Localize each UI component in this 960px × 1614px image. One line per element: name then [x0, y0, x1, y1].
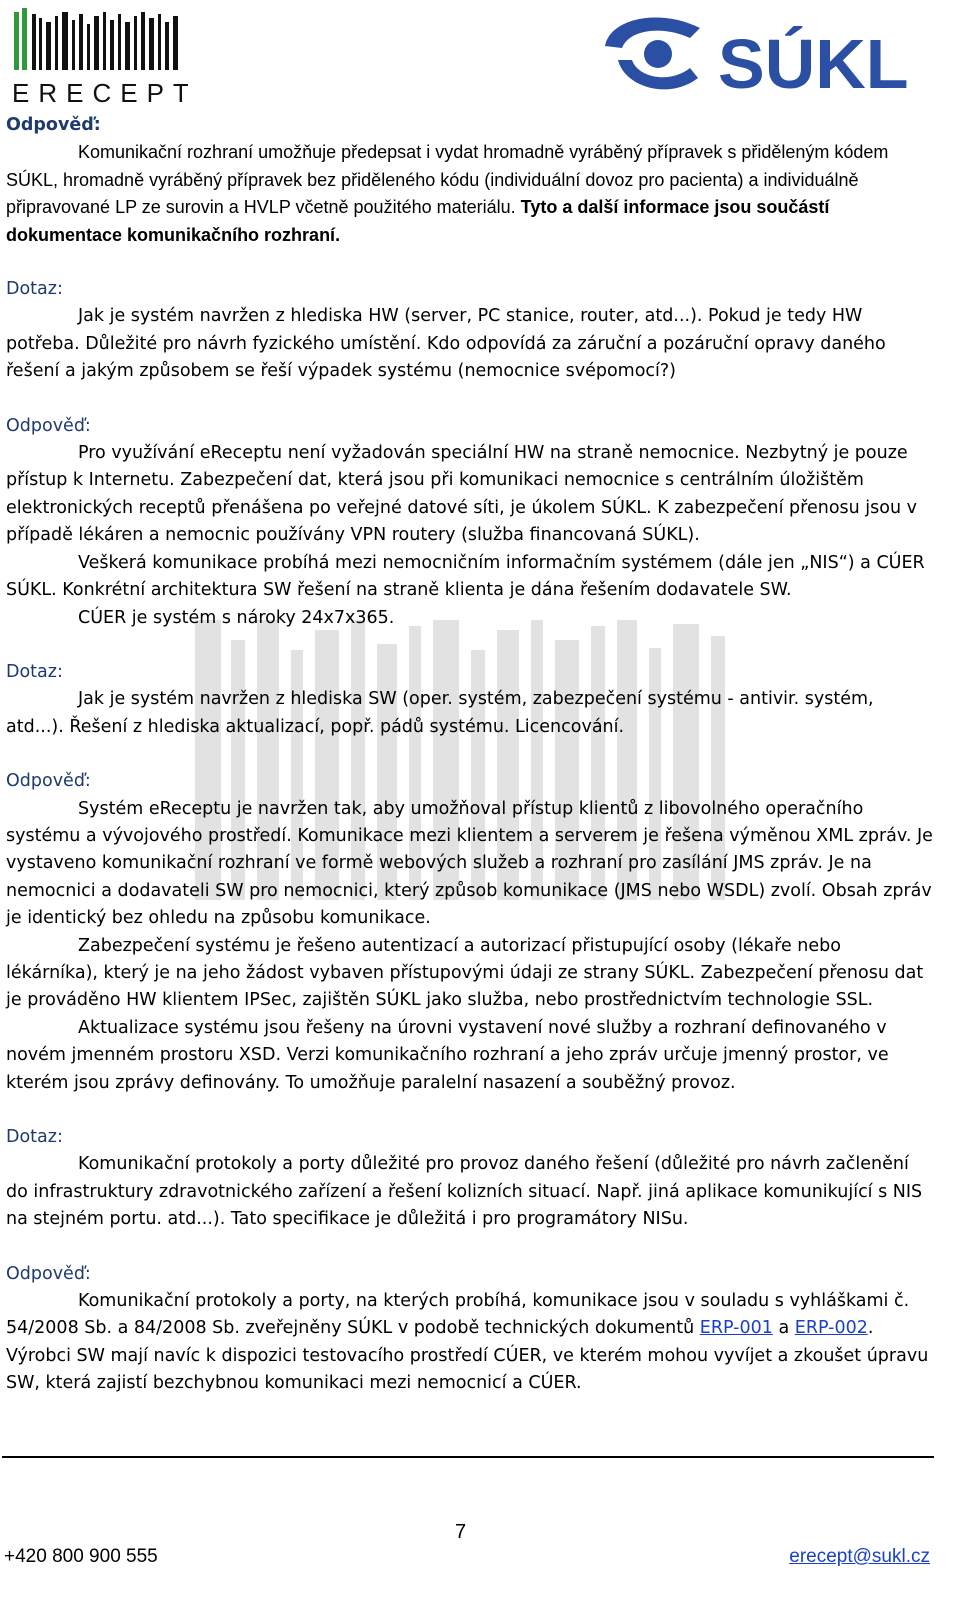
answer-paragraph: Aktualizace systému jsou řešeny na úrovni vystavení nové služby a rozhraní definovaného v novém jmenném prostoru XSD. Verzi komunikačního rozhraní a jeho zpráv určuje jmenný prostor, ve kterém jsou zprávy definovány. To umožňuje paralelní nasazení a souběžný provoz. — [6, 1017, 889, 1093]
answer-paragraph — [6, 1288, 936, 1398]
answer-paragraph — [6, 139, 936, 249]
page-number: 7 — [455, 1521, 467, 1543]
document-body — [6, 112, 936, 1398]
question-label: Dotaz: — [6, 279, 63, 300]
answer-text: Komunikační rozhraní umožňuje předepsat i vydat hromadně vyráběný přípravek s přiděleným kódem SÚKL, hromadně vyráběný přípravek bez přiděleného kódu (individuální dovoz pro pacienta) a individuálně připravované LP ze surovin a HVLP včetně použitého materiálu. — [6, 142, 889, 218]
answer-label: Odpověď: — [6, 415, 91, 436]
answer-text: a — [772, 1318, 795, 1339]
answer-bold-text: Tyto a další informace jsou součástí dokumentace komunikačního rozhraní. — [6, 197, 830, 245]
footer-phone: +420 800 900 555 — [4, 1546, 158, 1567]
answer-paragraph: Systém eReceptu je navržen tak, aby umožňoval přístup klientů z libovolného operačního systému a vývojového prostředí. Komunikace mezi klientem a serverem je řešena výměnou XML zpráv. Je vystaveno komunikační rozhraní ve formě webových služeb a rozhraní pro zasílání JMS zpráv. Je na nemocnici a dodavateli SW pro nemocnici, který způsob komunikace (JMS nebo WSDL) zvolí. Obsah zpráv je identický bez ohledu na způsobu komunikace. — [6, 798, 933, 929]
answer-paragraph: Zabezpečení systému je řešeno autentizací a autorizací přistupující osoby (lékaře nebo lékárníka), který je na jeho žádost vybaven přístupovými údaji ze strany SÚKL. Zabezpečení přenosu dat je prováděno HW klientem IPSec, zajištěn SÚKL jako služba, nebo prostřednictvím technologie SSL. — [6, 935, 924, 1011]
answer-paragraph: Pro využívání eReceptu není vyžadován speciální HW na straně nemocnice. Nezbytný je pouze přístup k Internetu. Zabezpečení dat, která jsou při komunikaci nemocnice s centrálním úložištěm elektronických receptů přenášena po veřejné datové síti, je úkolem SÚKL. K zabezpečení přenosu jsou v případě lékáren a nemocnic používány VPN routery (služba financovaná SÚKL). — [6, 443, 917, 546]
question-label: Dotaz: — [6, 1127, 63, 1147]
sukl-logo-text: SÚKL — [718, 25, 909, 100]
footer-email-link[interactable]: erecept@sukl.cz — [789, 1546, 930, 1567]
answer-paragraph: Veškerá komunikace probíhá mezi nemocničním informačním systémem (dále jen „NIS“) a CÚER SÚKL. Konkrétní architektura SW řešení na straně klienta je dána řešením dodavatele SW. — [6, 552, 925, 601]
answer-label: Odpověď: — [6, 115, 101, 135]
sukl-logo — [590, 8, 950, 100]
answer-paragraph: CÚER je systém s nároky 24x7x365. — [78, 607, 395, 628]
answer-text: Komunikační protokoly a porty, na kterých probíhá, komunikace jsou v souladu s vyhláškami č. 54/2008 Sb. a 84/2008 Sb. zveřejněny SÚKL v podobě technických dokumentů — [6, 1291, 910, 1339]
erp-002-link[interactable]: ERP-002 — [794, 1318, 868, 1339]
erp-001-link[interactable]: ERP-001 — [699, 1318, 773, 1339]
question-label: Dotaz: — [6, 661, 63, 682]
question-paragraph: Komunikační protokoly a porty důležité pro provoz daného řešení (důležité pro návrh začlenění do infrastruktury zdravotnického zařízení a řešení kolizních situací. Např. jiná aplikace komunikující s NIS na stejném portu. atd...). Tato specifikace je důležitá i pro programátory NISu. — [6, 1154, 923, 1230]
answer-label: Odpověď: — [6, 1263, 91, 1284]
erecept-logo-text: ERECEPT — [12, 78, 188, 106]
question-paragraph: Jak je systém navržen z hlediska SW (oper. systém, zabezpečení systému - antivir. systém, atd...). Řešení z hlediska aktualizací, popř. pádů systému. Licencování. — [6, 689, 874, 737]
question-paragraph: Jak je systém navržen z hlediska HW (server, PC stanice, router, atd...). Pokud je tedy HW potřeba. Důležité pro návrh fyzického umístění. Kdo odpovídá za záruční a pozáruční opravy daného řešení a jakým způsobem se řeší výpadek systému (nemocnice svépomocí?) — [6, 306, 886, 382]
answer-label: Odpověď: — [6, 771, 91, 792]
erecept-logo — [8, 8, 188, 106]
footer-divider — [2, 1456, 934, 1458]
answer-text: . Výrobci SW mají navíc k dispozici testovacího prostředí CÚER, ve kterém mohou vyvíjet a zkoušet úpravu SW, která zajistí bezchybnou komunikaci mezi nemocnicí a CÚER. — [6, 1318, 929, 1394]
